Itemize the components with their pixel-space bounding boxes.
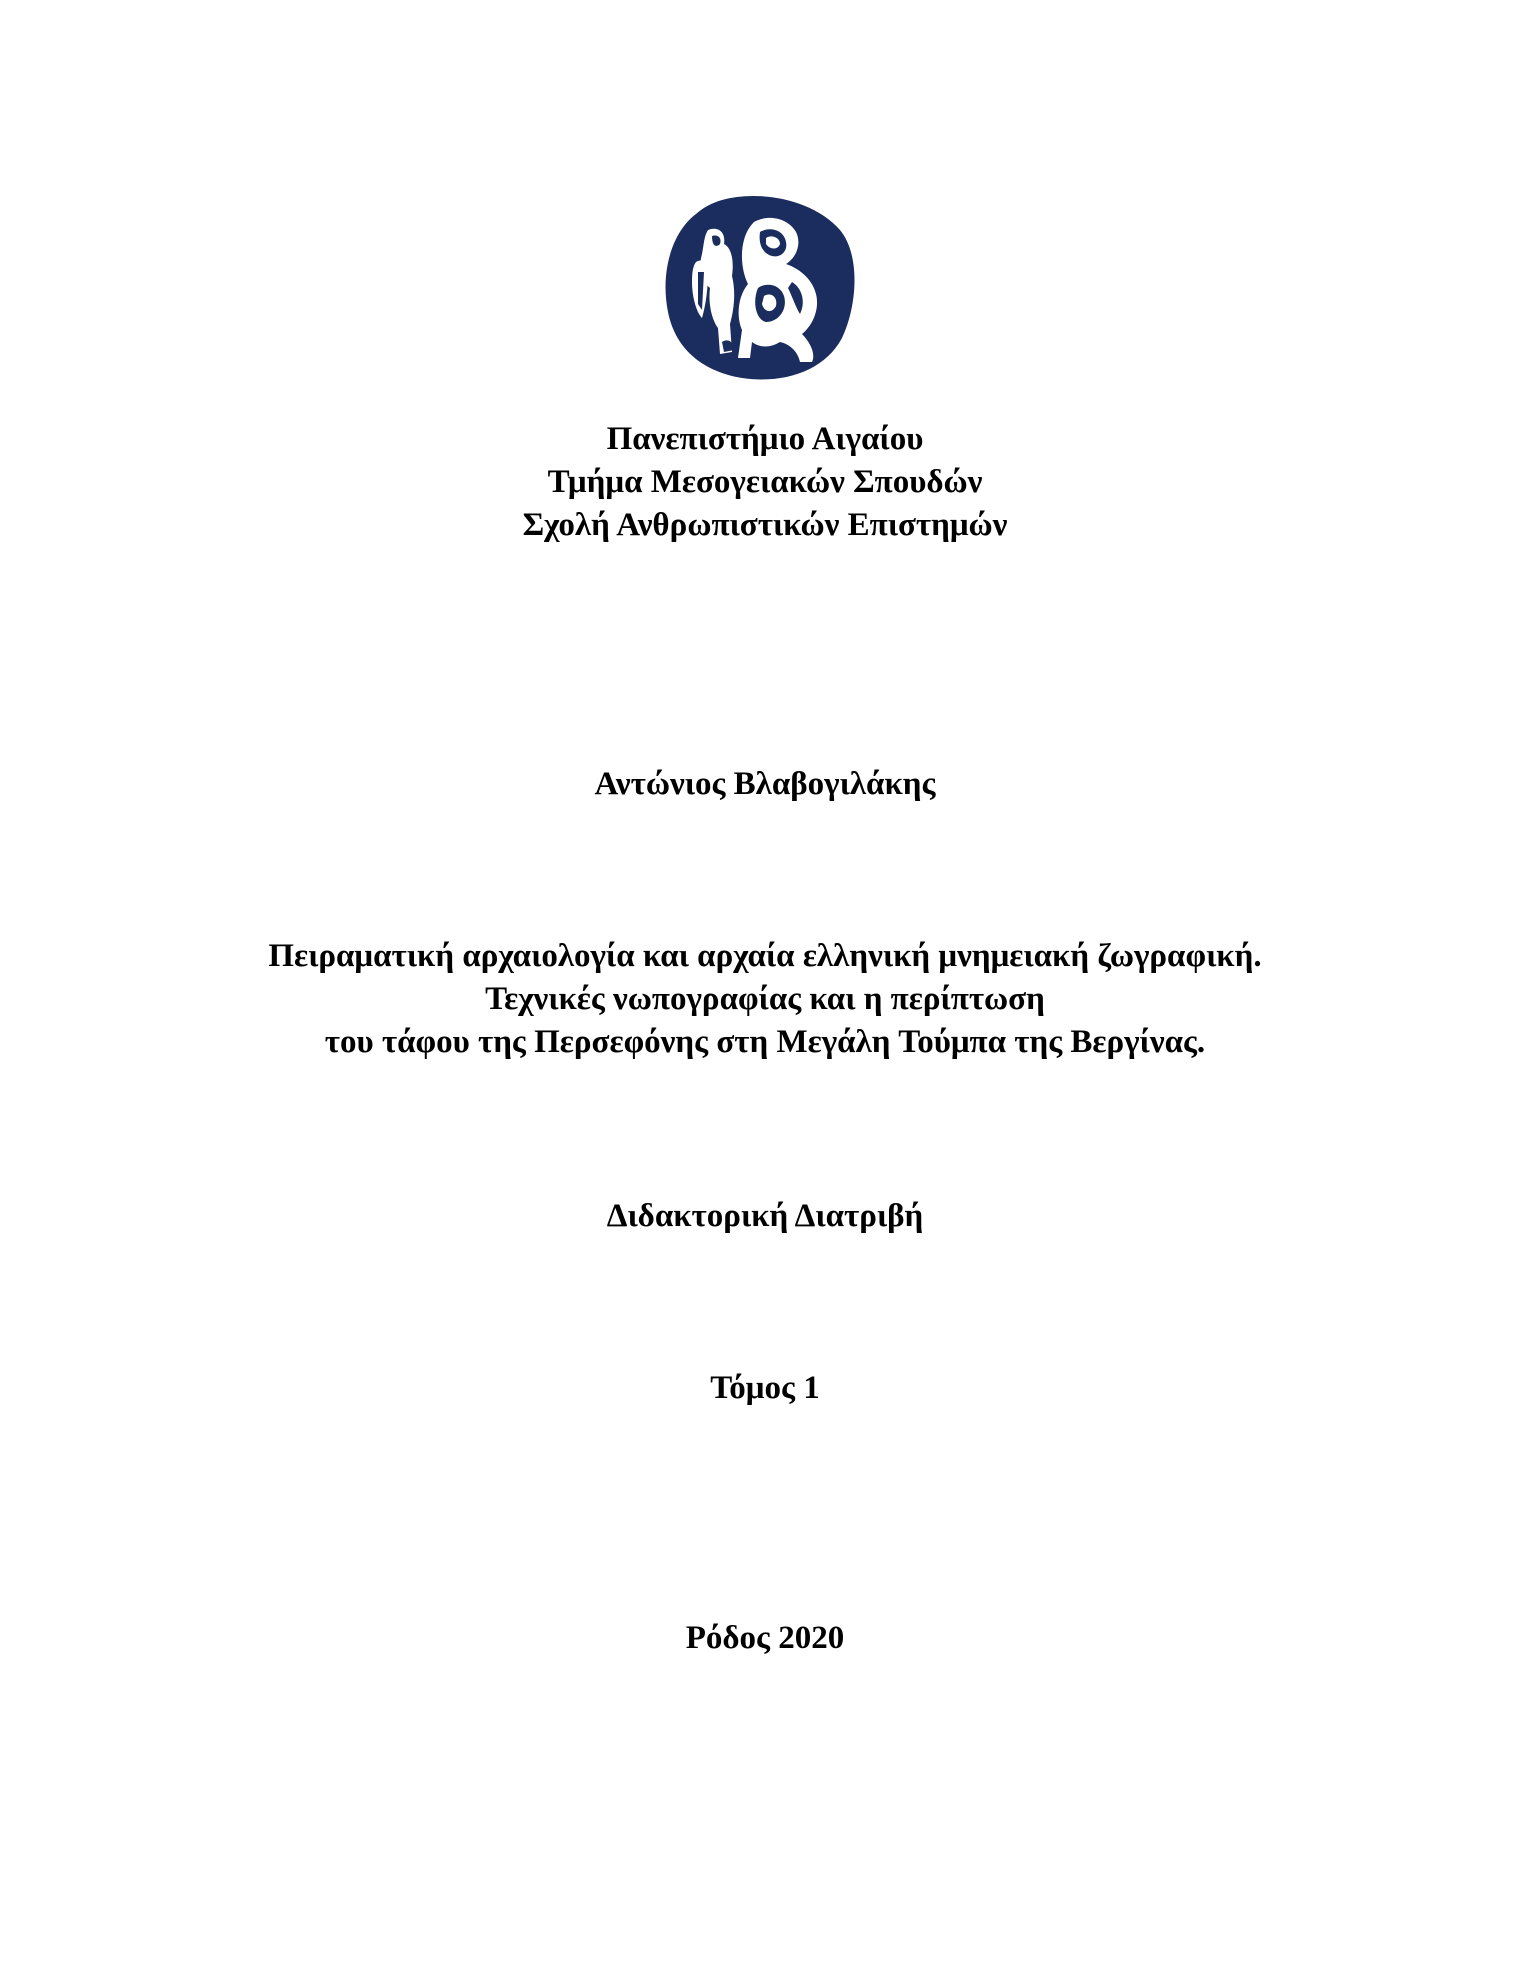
thesis-title <box>0 935 1530 1064</box>
school-name: Σχολή Ανθρωπιστικών Επιστημών <box>522 507 1008 543</box>
thesis-title-line-3: του τάφου της Περσεφόνης στη Μεγάλη Τούμπα της Βεργίνας. <box>324 1024 1206 1060</box>
department-name: Τμήμα Μεσογειακών Σπουδών <box>547 464 983 500</box>
thesis-title-line-1: Πειραματική αρχαιολογία και αρχαία ελληνική μνημειακή ζωγραφική. <box>268 938 1262 974</box>
author-block <box>0 763 1530 806</box>
document-type-block <box>0 1195 1530 1238</box>
place-year: Ρόδος 2020 <box>685 1620 845 1656</box>
thesis-title-line-2: Τεχνικές νωπογραφίας και η περίπτωση <box>485 981 1045 1017</box>
volume-label: Τόμος 1 <box>710 1370 820 1406</box>
university-seal-icon <box>662 192 858 382</box>
document-type: Διδακτορική Διατριβή <box>606 1198 924 1234</box>
author-name: Αντώνιος Βλαβογιλάκης <box>594 766 936 802</box>
place-year-block <box>0 1617 1530 1660</box>
university-name: Πανεπιστήμιο Αιγαίου <box>606 421 924 457</box>
institution-block <box>0 418 1530 547</box>
volume-block <box>0 1367 1530 1410</box>
